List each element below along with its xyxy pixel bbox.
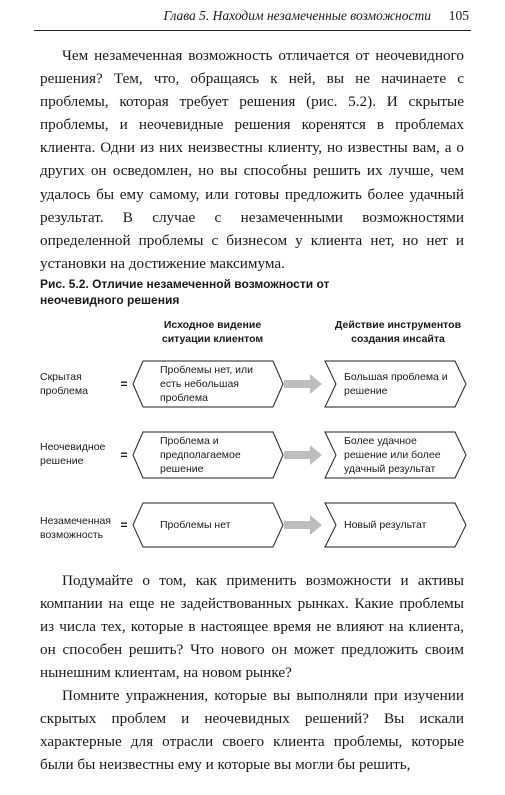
column-header-result: Действие инструментов создания инсайта [334,319,462,345]
row-label-hidden-problem: Скрытая проблема [40,371,88,397]
equals-sign: = [120,448,128,462]
initial-view-text: Проблема и предполагаемое решение [160,435,241,475]
paragraph-2: Подумайте о том, как применить возможности и активы компании на еще не задействованных рынках. Какие проблемы из числа тех, которые в настоящее время не влияют на клиента, он способен решить? Что нового он может предложить своим нынешним клиентам, на новом рынке? [40,572,464,682]
arrow-right-icon [284,374,324,394]
initial-view-text: Проблемы нет, или есть небольшая проблема [160,364,254,404]
insight-result-text: Новый результат [344,519,427,531]
initial-view-box [132,502,284,548]
row-label-non-obvious-solution: Неочевидное решение [40,441,106,467]
initial-view-text: Проблемы нет [160,519,231,531]
initial-view-box [132,360,284,408]
arrow-right-icon [284,515,324,535]
insight-result-box [324,431,467,479]
paragraph-3: Помните упражнения, которые вы выполняли при изучении скрытых проблем и неочевидных решений? Вы искали характерные для отрасли своего клиента проблемы, которые были бы неизвестны ему и которые вы могли бы решить, [40,687,464,774]
equals-sign: = [120,377,128,391]
row-label-unnoticed-opportunity: Незамеченная возможность [40,515,111,541]
insight-result-box [324,360,467,408]
figure-caption: Рис. 5.2. Отличие незамеченной возможности от неочевидного решения [40,277,330,307]
equals-sign: = [120,518,128,532]
arrow-right-icon [284,445,324,465]
insight-result-text: Более удачное решение или более удачный результат [344,435,441,475]
page-number: 105 [448,8,469,23]
header-rule [34,30,471,31]
initial-view-box [132,431,284,479]
page-header [0,8,505,28]
insight-result-text: Большая проблема и решение [344,371,448,397]
paragraph-1: Чем незамеченная возможность отличается от неочевидного решения? Тем, что, обращаясь к ней, вы не начинаете с проблемы, которая требует решения (рис. 5.2). И скрытые проблемы, и неочевидные решения коренятся в проблемах клиента. Одни из них неизвестны клиенту, но известны вам, а о других он осведомлен, но вы способны решить их лучше, чем удалось бы ему самому, или готовы предложить более удачный результат. В случае с незамеченными возможностями определенной проблемы с бизнесом у клиента нет, но нет и установки на достижение максимума. [40,47,464,272]
chapter-title: Глава 5. Находим незамеченные возможности [163,8,431,23]
column-header-initial: Исходное видение ситуации клиентом [161,319,264,345]
insight-result-box [324,502,467,548]
